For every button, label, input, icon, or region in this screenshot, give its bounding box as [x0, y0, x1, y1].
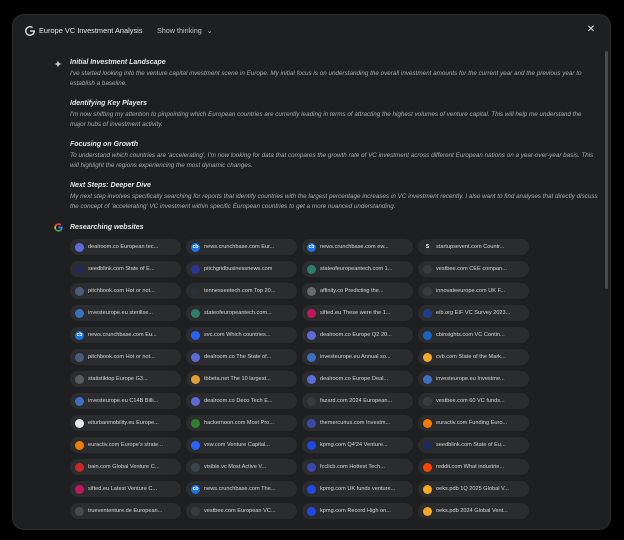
site-favicon-icon	[191, 463, 200, 472]
website-chip-label: fcclicb.com Hottest Tech...	[320, 464, 385, 470]
website-chip-label: dealroom.co Europe Deal...	[320, 376, 389, 382]
website-chip[interactable]	[302, 393, 413, 409]
site-favicon-icon	[75, 463, 84, 472]
site-favicon-icon	[423, 419, 432, 428]
website-chip-label: pitchbook.com Hot or not...	[88, 288, 155, 294]
site-favicon-icon: cb	[192, 243, 199, 250]
website-chip-label: investeurope.eu sterilise...	[88, 310, 153, 316]
website-chip-label: investeurope.eu Annual so...	[320, 354, 391, 360]
chevron-down-icon: ⌄	[206, 27, 213, 35]
site-favicon-icon	[191, 265, 200, 274]
website-chip-label: stateofeuropeantech.com...	[204, 310, 272, 316]
site-favicon-icon: cb	[192, 485, 199, 492]
website-chip-list	[70, 239, 530, 519]
website-chip-label: affinity.co Predicting the...	[320, 288, 384, 294]
site-favicon-icon	[75, 243, 84, 252]
sparkle-icon	[54, 60, 62, 68]
site-favicon-icon	[307, 331, 316, 340]
website-chip[interactable]	[70, 459, 181, 475]
website-chip-label: investeurope.eu C14B Billi...	[88, 398, 159, 404]
website-chip[interactable]	[302, 283, 413, 299]
site-favicon-icon	[307, 485, 316, 494]
thinking-content	[13, 47, 610, 530]
website-chip[interactable]	[186, 261, 297, 277]
website-chip-label: news.crunchbase.com The...	[204, 486, 276, 492]
site-favicon-icon	[191, 419, 200, 428]
website-chip-label: sifted.eu These were the 1...	[320, 310, 391, 316]
thought-body: I've started looking into the venture capital investment scene in Europe. My initial focus is on understanding the overall investment amounts for the current year and the previous year to establish a baseline.	[70, 70, 582, 87]
website-chip-label: vestbee.com CEE compan...	[436, 266, 507, 272]
website-chip[interactable]	[70, 327, 181, 343]
thought-body: To understand which countries are 'accelerating', I'm now looking for data that compares the growth rate of VC investment across different European nations on a year-over-year basis. This will highlight the regions experiencing the most dynamic changes.	[70, 152, 594, 169]
thought-heading: Initial Investment Landscape	[70, 59, 166, 66]
website-chip-label: seedblink.com State of E...	[88, 266, 155, 272]
website-chip[interactable]	[302, 459, 413, 475]
close-button[interactable]	[583, 22, 599, 38]
site-favicon-icon	[307, 441, 316, 450]
website-chip[interactable]	[186, 349, 297, 365]
website-chip[interactable]	[302, 371, 413, 387]
thought-heading: Identifying Key Players	[70, 100, 148, 107]
site-favicon-icon	[191, 375, 200, 384]
thought-heading: Next Steps: Deeper Dive	[70, 182, 151, 189]
site-favicon-icon	[191, 441, 200, 450]
website-chip[interactable]	[70, 503, 181, 519]
site-favicon-icon	[307, 265, 316, 274]
website-chip-label: pitchbook.com Hot or not...	[88, 354, 155, 360]
website-chip-label: startupsevent.com Countr...	[436, 244, 505, 250]
site-favicon-icon	[423, 441, 432, 450]
website-chip[interactable]	[186, 327, 297, 343]
website-chip-label: vestbee.com European VC...	[204, 508, 276, 514]
website-chip[interactable]	[186, 503, 297, 519]
site-favicon-icon	[75, 375, 84, 384]
website-chip[interactable]	[186, 415, 297, 431]
thought-block	[70, 141, 598, 170]
website-chip[interactable]	[70, 283, 181, 299]
website-chip-label: dealroom.co European tec...	[88, 244, 159, 250]
site-favicon-icon	[191, 397, 200, 406]
site-favicon-icon	[307, 309, 316, 318]
panel-header	[13, 15, 610, 47]
website-chip-label: eib.org EIF VC Survey 2023...	[436, 310, 511, 316]
website-chip[interactable]	[418, 283, 529, 299]
website-chip[interactable]	[418, 261, 529, 277]
website-chip-label: news.crunchbase.com Eu...	[88, 332, 157, 338]
website-chip[interactable]	[186, 481, 297, 497]
site-favicon-icon	[75, 353, 84, 362]
website-chip[interactable]	[302, 481, 413, 497]
website-chip[interactable]	[418, 305, 529, 321]
website-chip[interactable]	[186, 459, 297, 475]
close-icon: ✕	[586, 24, 596, 35]
website-chip[interactable]	[302, 239, 413, 255]
site-favicon-icon	[75, 309, 84, 318]
website-chip[interactable]	[70, 261, 181, 277]
site-favicon-icon	[423, 265, 432, 274]
researching-websites-heading: Researching websites	[70, 224, 144, 231]
website-chip[interactable]	[302, 305, 413, 321]
site-favicon-icon: cb	[76, 331, 83, 338]
website-chip[interactable]	[70, 437, 181, 453]
site-favicon-icon	[307, 463, 316, 472]
site-favicon-icon	[191, 353, 200, 362]
website-chip-label: oeks.pdb 1Q 2025 Global V...	[436, 486, 509, 492]
website-chip-label: investeurope.eu Investme...	[436, 376, 505, 382]
site-favicon-icon	[423, 485, 432, 494]
site-favicon-icon	[75, 419, 84, 428]
website-chip[interactable]	[70, 239, 181, 255]
site-favicon-icon: cb	[308, 243, 315, 250]
website-chip-label: bain.com Global Venture C...	[88, 464, 160, 470]
website-chip-label: vsw.com Venture Capital...	[204, 442, 270, 448]
site-favicon-icon	[423, 375, 432, 384]
site-favicon-icon	[423, 287, 432, 296]
site-favicon-icon	[75, 507, 84, 516]
website-chip-label: sifted.eu Latest Venture C...	[88, 486, 158, 492]
site-favicon-icon	[307, 507, 316, 516]
website-chip[interactable]	[418, 327, 529, 343]
website-chip[interactable]	[70, 349, 181, 365]
website-chip[interactable]	[418, 349, 529, 365]
thought-body: My next step involves specifically searching for reports that identify countries with the largest percentage increases in VC investment recently. I also want to find analyses that directly discuss the concept of 'accelerating' VC investment within specific European countries to get a more nuanced understanding.	[70, 193, 598, 210]
website-chip-label: themercurius.com Investm...	[320, 420, 391, 426]
thought-heading: Focusing on Growth	[70, 141, 139, 148]
website-chip[interactable]	[70, 371, 181, 387]
google-g-icon	[24, 25, 36, 37]
website-chip[interactable]	[418, 239, 529, 255]
website-chip-label: cvb.com State of the Mark...	[436, 354, 506, 360]
website-chip[interactable]	[302, 327, 413, 343]
website-chip[interactable]	[302, 349, 413, 365]
website-chip-label: kpmg.com Q4'24 Venture...	[320, 442, 388, 448]
website-chip-label: dealroom.co Europe Q2 20...	[320, 332, 392, 338]
website-chip-label: oeks.pdb 2024 Global Vent...	[436, 508, 508, 514]
website-chip-label: svc.com Which countries...	[204, 332, 271, 338]
site-favicon-icon	[191, 507, 200, 516]
website-chip[interactable]	[302, 415, 413, 431]
show-thinking-label: Show thinking	[157, 26, 202, 35]
website-chip-label: reddit.com What industrie...	[436, 464, 505, 470]
thought-body: I'm now shifting my attention to pinpointing which European countries are currently leading in terms of attracting the highest volumes of venture capital. This will help me understand the major hubs of investment activity.	[70, 111, 582, 128]
website-chip-label: visible.vc Most Active V...	[204, 464, 267, 470]
website-chip-label: vestbee.com 60 VC funds...	[436, 398, 505, 404]
website-chip-label: seedblink.com State of Eu...	[436, 442, 506, 448]
website-chip[interactable]	[418, 481, 529, 497]
website-chip-label: news.crunchbase.com Eur...	[204, 244, 275, 250]
site-favicon-icon	[307, 397, 316, 406]
website-chip[interactable]	[70, 481, 181, 497]
website-chip-label: euractiv.com Europe's strate...	[88, 442, 163, 448]
website-chip-label: tennesseetech.com Top 20...	[204, 288, 276, 294]
site-favicon-icon	[423, 397, 432, 406]
website-chip[interactable]	[418, 415, 529, 431]
google-icon	[54, 223, 63, 232]
website-chip[interactable]	[186, 239, 297, 255]
site-favicon-icon	[191, 287, 200, 296]
site-favicon-icon	[75, 485, 84, 494]
website-chip-label: cbinsights.com VC Contin...	[436, 332, 505, 338]
site-favicon-icon	[307, 353, 316, 362]
website-chip[interactable]	[418, 437, 529, 453]
website-chip-label: news.crunchbase.com ew...	[320, 244, 389, 250]
website-chip[interactable]	[70, 415, 181, 431]
thought-block	[70, 182, 598, 211]
website-chip[interactable]	[418, 503, 529, 519]
site-favicon-icon	[191, 331, 200, 340]
website-chip-label: euractiv.com Funding Euro...	[436, 420, 508, 426]
show-thinking-button[interactable]	[157, 26, 213, 35]
website-chip[interactable]	[186, 371, 297, 387]
research-panel	[12, 14, 611, 530]
thought-block	[70, 100, 598, 129]
scrollbar-thumb[interactable]	[605, 51, 608, 289]
site-favicon-icon	[191, 309, 200, 318]
site-favicon-icon	[75, 287, 84, 296]
thought-block	[70, 59, 598, 88]
site-favicon-icon	[75, 397, 84, 406]
website-chip-label: truevententure.de European...	[88, 508, 163, 514]
website-chip-label: kpmg.com UK funds venture...	[320, 486, 396, 492]
website-chip[interactable]	[70, 305, 181, 321]
site-favicon-icon: S	[423, 243, 432, 252]
website-chip-label: hackernoon.com Most Pro...	[204, 420, 274, 426]
website-chip[interactable]	[302, 261, 413, 277]
site-favicon-icon	[307, 375, 316, 384]
website-chip-label: eiturbanmobility.eu Europe...	[88, 420, 159, 426]
website-chip[interactable]	[302, 503, 413, 519]
website-chip-label: stateofeuropeantech.com 1...	[320, 266, 393, 272]
website-chip[interactable]	[186, 393, 297, 409]
website-chip[interactable]	[186, 437, 297, 453]
page-title: Europe VC Investment Analysis	[39, 26, 143, 35]
website-chip-label: kpmg.com Record High on...	[320, 508, 391, 514]
website-chip[interactable]	[70, 393, 181, 409]
site-favicon-icon	[423, 507, 432, 516]
website-chip-label: dealroom.co The State of...	[204, 354, 272, 360]
website-chip-label: statistiktop Europe G3...	[88, 376, 148, 382]
site-favicon-icon	[307, 419, 316, 428]
website-chip[interactable]	[418, 459, 529, 475]
website-chip[interactable]	[186, 305, 297, 321]
site-favicon-icon	[75, 441, 84, 450]
website-chip[interactable]	[418, 371, 529, 387]
website-chip[interactable]	[418, 393, 529, 409]
site-favicon-icon	[423, 331, 432, 340]
website-chip-label: innovateeurope.com UK F...	[436, 288, 506, 294]
site-favicon-icon	[307, 287, 316, 296]
website-chip[interactable]	[186, 283, 297, 299]
website-chip-label: dealroom.co Deco Tech E...	[204, 398, 273, 404]
website-chip[interactable]	[302, 437, 413, 453]
website-chip-label: tbbeta.net The 10 largest...	[204, 376, 271, 382]
site-favicon-icon	[423, 353, 432, 362]
site-favicon-icon	[75, 265, 84, 274]
site-favicon-icon	[423, 463, 432, 472]
website-chip-label: pitchgridbusinessnews.com	[204, 266, 273, 272]
site-favicon-icon	[423, 309, 432, 318]
website-chip-label: fazard.com 2024 European...	[320, 398, 393, 404]
